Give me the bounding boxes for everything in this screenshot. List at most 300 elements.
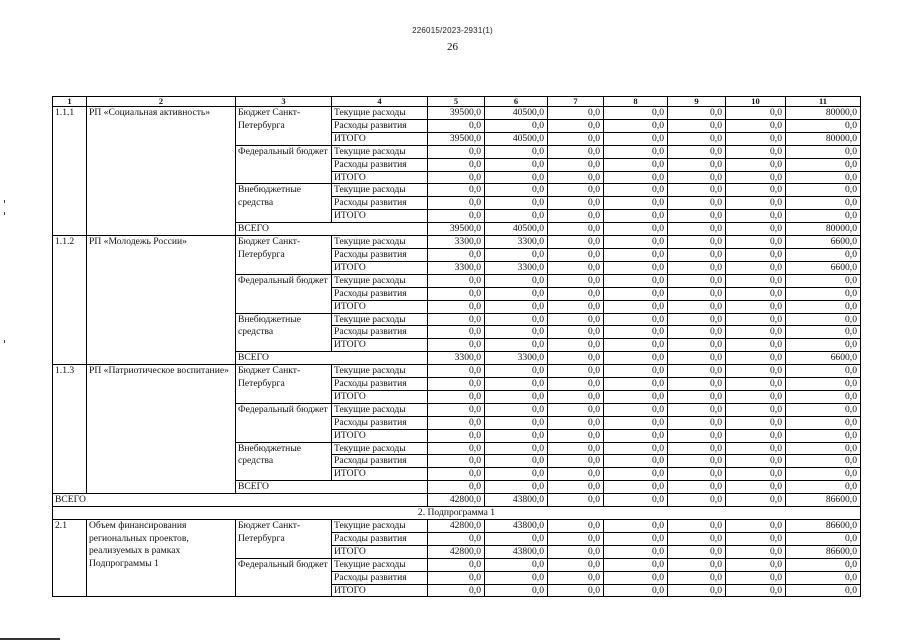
value-cell: 0,0	[485, 403, 548, 416]
value-cell: 0,0	[786, 197, 861, 210]
item-code: 1.1.1	[53, 107, 87, 236]
value-cell: 0,0	[668, 261, 726, 274]
funding-source: Федеральный бюджет	[236, 403, 332, 442]
expense-type: Расходы развития	[332, 571, 428, 584]
scan-margin-mark	[4, 200, 5, 203]
expense-type: ИТОГО	[332, 468, 428, 481]
value-cell: 0,0	[726, 300, 786, 313]
value-cell: 0,0	[726, 339, 786, 352]
value-cell: 42800,0	[428, 494, 485, 507]
value-cell: 0,0	[485, 571, 548, 584]
value-cell: 0,0	[668, 300, 726, 313]
value-cell: 0,0	[428, 584, 485, 597]
value-cell: 0,0	[485, 145, 548, 158]
value-cell: 0,0	[726, 403, 786, 416]
value-cell: 0,0	[548, 468, 604, 481]
value-cell: 0,0	[604, 571, 668, 584]
value-cell: 0,0	[604, 236, 668, 249]
value-cell: 0,0	[726, 455, 786, 468]
expense-type: Расходы развития	[332, 378, 428, 391]
item-total-label: ВСЕГО	[236, 481, 428, 494]
value-cell: 0,0	[726, 274, 786, 287]
grand-total-row	[53, 494, 861, 507]
value-cell: 40500,0	[485, 107, 548, 120]
value-cell: 0,0	[668, 520, 726, 533]
expense-type: ИТОГО	[332, 545, 428, 558]
item-code: 2.1	[53, 520, 87, 597]
value-cell: 0,0	[485, 339, 548, 352]
value-cell: 0,0	[786, 584, 861, 597]
value-cell: 0,0	[548, 390, 604, 403]
expense-type: ИТОГО	[332, 339, 428, 352]
value-cell: 0,0	[428, 481, 485, 494]
column-number: 11	[786, 97, 861, 107]
value-cell: 0,0	[548, 300, 604, 313]
value-cell: 0,0	[485, 532, 548, 545]
value-cell: 0,0	[726, 442, 786, 455]
column-number: 5	[428, 97, 485, 107]
value-cell: 0,0	[668, 287, 726, 300]
value-cell: 0,0	[604, 390, 668, 403]
value-cell: 0,0	[604, 119, 668, 132]
expense-type: Текущие расходы	[332, 274, 428, 287]
value-cell: 0,0	[604, 403, 668, 416]
value-cell: 0,0	[428, 390, 485, 403]
value-cell: 0,0	[604, 313, 668, 326]
value-cell: 0,0	[485, 300, 548, 313]
value-cell: 0,0	[726, 365, 786, 378]
column-number: 1	[53, 97, 87, 107]
value-cell: 0,0	[548, 532, 604, 545]
value-cell: 0,0	[668, 352, 726, 365]
value-cell: 0,0	[786, 481, 861, 494]
value-cell: 0,0	[726, 390, 786, 403]
value-cell: 0,0	[668, 481, 726, 494]
value-cell: 80000,0	[786, 132, 861, 145]
value-cell: 0,0	[428, 300, 485, 313]
funding-source: Внебюджетные средства	[236, 313, 332, 352]
value-cell: 0,0	[668, 558, 726, 571]
value-cell: 0,0	[786, 158, 861, 171]
value-cell: 0,0	[786, 287, 861, 300]
section-title: 2. Подпрограмма 1	[53, 507, 861, 520]
value-cell: 0,0	[726, 494, 786, 507]
value-cell: 0,0	[548, 261, 604, 274]
value-cell: 0,0	[548, 326, 604, 339]
value-cell: 0,0	[604, 197, 668, 210]
value-cell: 0,0	[604, 532, 668, 545]
expense-type: Текущие расходы	[332, 145, 428, 158]
value-cell: 0,0	[668, 403, 726, 416]
value-cell: 0,0	[726, 287, 786, 300]
value-cell: 0,0	[548, 145, 604, 158]
value-cell: 3300,0	[428, 352, 485, 365]
value-cell: 0,0	[726, 326, 786, 339]
value-cell: 0,0	[548, 442, 604, 455]
expense-type: ИТОГО	[332, 132, 428, 145]
value-cell: 0,0	[726, 158, 786, 171]
expense-type: ИТОГО	[332, 390, 428, 403]
value-cell: 0,0	[604, 442, 668, 455]
item-code: 1.1.2	[53, 236, 87, 365]
value-cell: 0,0	[604, 429, 668, 442]
value-cell: 0,0	[604, 107, 668, 120]
value-cell: 0,0	[668, 158, 726, 171]
value-cell: 0,0	[786, 145, 861, 158]
value-cell: 0,0	[726, 378, 786, 391]
value-cell: 0,0	[428, 313, 485, 326]
value-cell: 0,0	[786, 300, 861, 313]
expense-type: Расходы развития	[332, 326, 428, 339]
value-cell: 40500,0	[485, 223, 548, 236]
value-cell: 0,0	[604, 494, 668, 507]
value-cell: 0,0	[548, 274, 604, 287]
value-cell: 0,0	[604, 378, 668, 391]
value-cell: 0,0	[428, 184, 485, 197]
value-cell: 0,0	[668, 339, 726, 352]
value-cell: 0,0	[485, 442, 548, 455]
value-cell: 0,0	[786, 378, 861, 391]
item-code: 1.1.3	[53, 365, 87, 494]
value-cell: 39500,0	[428, 107, 485, 120]
value-cell: 0,0	[485, 429, 548, 442]
value-cell: 0,0	[604, 326, 668, 339]
value-cell: 0,0	[428, 248, 485, 261]
value-cell: 0,0	[604, 365, 668, 378]
value-cell: 39500,0	[428, 223, 485, 236]
value-cell: 0,0	[548, 287, 604, 300]
value-cell: 6600,0	[786, 261, 861, 274]
expense-type: Расходы развития	[332, 416, 428, 429]
value-cell: 0,0	[668, 236, 726, 249]
value-cell: 0,0	[548, 378, 604, 391]
value-cell: 80000,0	[786, 223, 861, 236]
value-cell: 0,0	[485, 313, 548, 326]
value-cell: 0,0	[726, 184, 786, 197]
value-cell: 0,0	[786, 184, 861, 197]
value-cell: 0,0	[668, 210, 726, 223]
value-cell: 0,0	[428, 171, 485, 184]
value-cell: 3300,0	[428, 261, 485, 274]
value-cell: 0,0	[786, 455, 861, 468]
value-cell: 0,0	[548, 171, 604, 184]
value-cell: 42800,0	[428, 545, 485, 558]
value-cell: 0,0	[604, 455, 668, 468]
value-cell: 0,0	[485, 468, 548, 481]
value-cell: 0,0	[485, 481, 548, 494]
value-cell: 0,0	[668, 429, 726, 442]
value-cell: 0,0	[786, 442, 861, 455]
value-cell: 0,0	[428, 339, 485, 352]
value-cell: 0,0	[548, 107, 604, 120]
expense-type: Текущие расходы	[332, 520, 428, 533]
value-cell: 0,0	[668, 378, 726, 391]
value-cell: 0,0	[786, 558, 861, 571]
value-cell: 86600,0	[786, 545, 861, 558]
value-cell: 0,0	[668, 494, 726, 507]
value-cell: 0,0	[604, 184, 668, 197]
value-cell: 0,0	[604, 300, 668, 313]
value-cell: 0,0	[428, 403, 485, 416]
value-cell: 0,0	[485, 248, 548, 261]
value-cell: 0,0	[726, 145, 786, 158]
value-cell: 0,0	[786, 365, 861, 378]
value-cell: 0,0	[604, 132, 668, 145]
value-cell: 0,0	[726, 223, 786, 236]
value-cell: 6600,0	[786, 236, 861, 249]
value-cell: 0,0	[604, 339, 668, 352]
expense-type: Текущие расходы	[332, 558, 428, 571]
column-number-row	[53, 97, 861, 107]
value-cell: 0,0	[428, 468, 485, 481]
value-cell: 0,0	[548, 132, 604, 145]
funding-source: Федеральный бюджет	[236, 274, 332, 313]
value-cell: 0,0	[604, 416, 668, 429]
value-cell: 0,0	[726, 107, 786, 120]
value-cell: 0,0	[428, 145, 485, 158]
item-name: РП «Молодежь России»	[87, 236, 236, 365]
value-cell: 0,0	[726, 429, 786, 442]
expense-type: Текущие расходы	[332, 184, 428, 197]
expense-type: ИТОГО	[332, 584, 428, 597]
value-cell: 0,0	[548, 558, 604, 571]
value-cell: 0,0	[604, 584, 668, 597]
value-cell: 0,0	[668, 145, 726, 158]
value-cell: 0,0	[726, 532, 786, 545]
value-cell: 0,0	[786, 416, 861, 429]
value-cell: 0,0	[668, 584, 726, 597]
value-cell: 0,0	[726, 261, 786, 274]
funding-source: Бюджет Санкт-Петербурга	[236, 520, 332, 559]
value-cell: 0,0	[428, 571, 485, 584]
value-cell: 0,0	[668, 223, 726, 236]
value-cell: 0,0	[548, 197, 604, 210]
expense-type: Текущие расходы	[332, 107, 428, 120]
value-cell: 0,0	[604, 248, 668, 261]
value-cell: 0,0	[786, 429, 861, 442]
value-cell: 0,0	[548, 352, 604, 365]
column-number: 8	[604, 97, 668, 107]
value-cell: 0,0	[786, 171, 861, 184]
value-cell: 0,0	[604, 287, 668, 300]
value-cell: 0,0	[548, 571, 604, 584]
value-cell: 0,0	[548, 210, 604, 223]
item-name: РП «Социальная активность»	[87, 107, 236, 236]
column-number: 6	[485, 97, 548, 107]
value-cell: 86600,0	[786, 494, 861, 507]
value-cell: 0,0	[548, 429, 604, 442]
value-cell: 0,0	[604, 520, 668, 533]
value-cell: 0,0	[668, 107, 726, 120]
column-number: 3	[236, 97, 332, 107]
value-cell: 0,0	[428, 158, 485, 171]
value-cell: 0,0	[726, 481, 786, 494]
value-cell: 0,0	[428, 455, 485, 468]
value-cell: 0,0	[668, 326, 726, 339]
value-cell: 0,0	[726, 236, 786, 249]
value-cell: 0,0	[485, 184, 548, 197]
value-cell: 0,0	[548, 158, 604, 171]
value-cell: 0,0	[786, 390, 861, 403]
value-cell: 0,0	[668, 119, 726, 132]
value-cell: 0,0	[726, 132, 786, 145]
item-total-label: ВСЕГО	[236, 352, 428, 365]
financing-table	[52, 96, 861, 597]
value-cell: 0,0	[668, 184, 726, 197]
value-cell: 0,0	[786, 403, 861, 416]
expense-type: Расходы развития	[332, 532, 428, 545]
value-cell: 3300,0	[428, 236, 485, 249]
value-cell: 0,0	[786, 532, 861, 545]
expense-type: ИТОГО	[332, 171, 428, 184]
value-cell: 0,0	[485, 365, 548, 378]
value-cell: 0,0	[668, 468, 726, 481]
value-cell: 0,0	[786, 210, 861, 223]
value-cell: 0,0	[786, 313, 861, 326]
value-cell: 0,0	[668, 571, 726, 584]
expense-type: Расходы развития	[332, 158, 428, 171]
value-cell: 0,0	[428, 378, 485, 391]
expense-type: Текущие расходы	[332, 313, 428, 326]
value-cell: 0,0	[485, 274, 548, 287]
value-cell: 0,0	[428, 442, 485, 455]
value-cell: 0,0	[485, 378, 548, 391]
value-cell: 0,0	[726, 545, 786, 558]
value-cell: 0,0	[548, 119, 604, 132]
value-cell: 0,0	[726, 558, 786, 571]
value-cell: 0,0	[726, 171, 786, 184]
value-cell: 0,0	[668, 274, 726, 287]
expense-type: Расходы развития	[332, 119, 428, 132]
value-cell: 0,0	[485, 287, 548, 300]
value-cell: 0,0	[604, 145, 668, 158]
funding-source: Внебюджетные средства	[236, 442, 332, 481]
value-cell: 40500,0	[485, 132, 548, 145]
value-cell: 0,0	[668, 313, 726, 326]
value-cell: 0,0	[604, 261, 668, 274]
value-cell: 0,0	[786, 248, 861, 261]
expense-type: ИТОГО	[332, 300, 428, 313]
value-cell: 0,0	[726, 119, 786, 132]
value-cell: 0,0	[428, 326, 485, 339]
value-cell: 0,0	[604, 468, 668, 481]
value-cell: 0,0	[604, 210, 668, 223]
value-cell: 0,0	[726, 416, 786, 429]
value-cell: 6600,0	[786, 352, 861, 365]
value-cell: 0,0	[668, 455, 726, 468]
value-cell: 0,0	[485, 326, 548, 339]
value-cell: 0,0	[485, 455, 548, 468]
value-cell: 0,0	[726, 248, 786, 261]
value-cell: 0,0	[726, 210, 786, 223]
expense-type: Расходы развития	[332, 197, 428, 210]
value-cell: 0,0	[428, 416, 485, 429]
value-cell: 0,0	[485, 210, 548, 223]
column-number: 2	[87, 97, 236, 107]
value-cell: 42800,0	[428, 520, 485, 533]
expense-type: Текущие расходы	[332, 236, 428, 249]
value-cell: 0,0	[668, 171, 726, 184]
value-cell: 0,0	[786, 274, 861, 287]
value-cell: 0,0	[548, 481, 604, 494]
funding-source: Внебюджетные средства	[236, 184, 332, 223]
funding-source: Бюджет Санкт-Петербурга	[236, 236, 332, 275]
value-cell: 0,0	[548, 365, 604, 378]
value-cell: 0,0	[604, 171, 668, 184]
value-cell: 0,0	[786, 119, 861, 132]
table-row	[53, 236, 861, 249]
expense-type: ИТОГО	[332, 261, 428, 274]
value-cell: 0,0	[428, 197, 485, 210]
value-cell: 86600,0	[786, 520, 861, 533]
value-cell: 0,0	[668, 365, 726, 378]
expense-type: Текущие расходы	[332, 365, 428, 378]
value-cell: 0,0	[428, 558, 485, 571]
value-cell: 0,0	[548, 545, 604, 558]
expense-type: Расходы развития	[332, 455, 428, 468]
value-cell: 0,0	[604, 545, 668, 558]
value-cell: 0,0	[485, 171, 548, 184]
funding-source: Федеральный бюджет	[236, 558, 332, 597]
scan-margin-mark	[4, 340, 5, 343]
value-cell: 0,0	[786, 326, 861, 339]
value-cell: 0,0	[548, 236, 604, 249]
value-cell: 0,0	[726, 584, 786, 597]
value-cell: 0,0	[548, 520, 604, 533]
value-cell: 0,0	[428, 274, 485, 287]
expense-type: Текущие расходы	[332, 403, 428, 416]
page-number: 26	[447, 41, 458, 53]
value-cell: 43800,0	[485, 494, 548, 507]
item-total-label: ВСЕГО	[236, 223, 428, 236]
expense-type: Расходы развития	[332, 248, 428, 261]
column-number: 4	[332, 97, 428, 107]
value-cell: 3300,0	[485, 352, 548, 365]
value-cell: 0,0	[668, 197, 726, 210]
value-cell: 3300,0	[485, 261, 548, 274]
value-cell: 0,0	[485, 584, 548, 597]
expense-type: ИТОГО	[332, 210, 428, 223]
value-cell: 0,0	[428, 287, 485, 300]
value-cell: 0,0	[485, 197, 548, 210]
value-cell: 0,0	[726, 571, 786, 584]
grand-total-label: ВСЕГО	[53, 494, 428, 507]
value-cell: 0,0	[726, 352, 786, 365]
value-cell: 0,0	[485, 119, 548, 132]
value-cell: 0,0	[548, 223, 604, 236]
table-row	[53, 107, 861, 120]
value-cell: 0,0	[604, 274, 668, 287]
value-cell: 43800,0	[485, 520, 548, 533]
value-cell: 80000,0	[786, 107, 861, 120]
value-cell: 0,0	[548, 248, 604, 261]
value-cell: 0,0	[668, 132, 726, 145]
document-id: 226015/2023-2931(1)	[412, 26, 493, 35]
expense-type: ИТОГО	[332, 429, 428, 442]
value-cell: 0,0	[485, 416, 548, 429]
value-cell: 43800,0	[485, 545, 548, 558]
expense-type: Текущие расходы	[332, 442, 428, 455]
value-cell: 0,0	[428, 365, 485, 378]
value-cell: 0,0	[726, 313, 786, 326]
table-row	[53, 365, 861, 378]
value-cell: 0,0	[548, 403, 604, 416]
value-cell: 0,0	[668, 248, 726, 261]
column-number: 7	[548, 97, 604, 107]
value-cell: 0,0	[668, 545, 726, 558]
value-cell: 39500,0	[428, 132, 485, 145]
value-cell: 0,0	[548, 494, 604, 507]
